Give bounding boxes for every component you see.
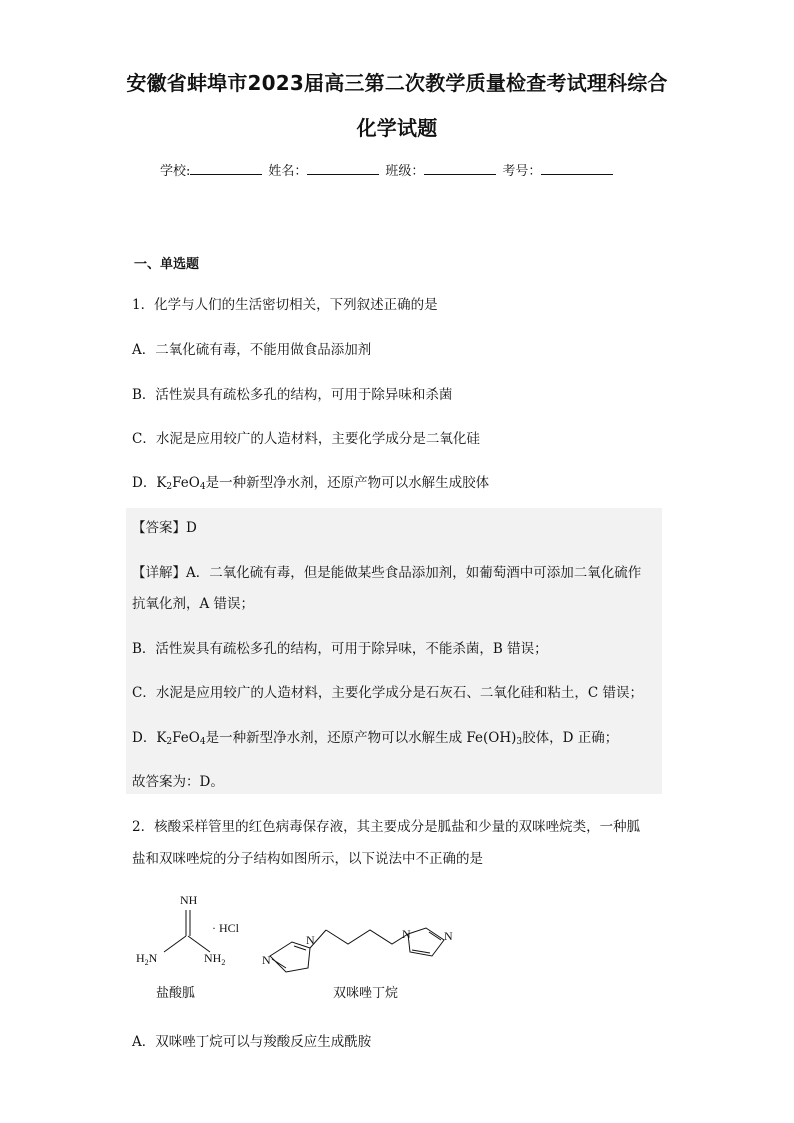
school-label: 学校: [160, 164, 191, 179]
q1-option-b: B．活性炭具有疏松多孔的结构，可用于除异味和杀菌 [132, 387, 453, 403]
q1-detail-d: D．$K_2FeO_4$是一种新型净水剂，还原产物可以水解生成 $Fe(OH)_3$胶体，D 正确； [132, 730, 619, 747]
q2-stem-line1: 2．核酸采样管里的红色病毒保存液，其主要成分是胍盐和少量的双咪唑烷类，一种胍 [132, 819, 641, 835]
school-blank[interactable] [190, 160, 262, 175]
guanidine-structure [164, 910, 210, 952]
q1-answer: 【答案】D [132, 520, 197, 536]
imidazole-n-left: N [262, 953, 271, 967]
q1-option-a: A．二氧化硫有毒，不能用做食品添加剂 [132, 342, 372, 358]
q1-option-d: D．$K_2FeO_4$是一种新型净水剂，还原产物可以水解生成胶体 [132, 475, 490, 492]
caption-bisimidazole: 双咪唑丁烷 [333, 986, 399, 1001]
class-blank[interactable] [424, 160, 496, 175]
page-subtitle: 化学试题 [356, 116, 438, 140]
class-label: 班级： [385, 164, 425, 179]
exam-number-blank[interactable] [541, 160, 613, 175]
q2-option-a: A．双咪唑丁烷可以与羧酸反应生成酰胺 [132, 1034, 372, 1050]
imidazole-n-right: N [402, 927, 411, 941]
imidazole-n-right-2: N [444, 929, 453, 943]
guanidine-nh2-label: $NH_2$ [204, 951, 226, 967]
q1-detail-a-line2: 抗氧化剂，A 错误； [132, 596, 255, 612]
imidazole-n-left-2: N [306, 933, 315, 947]
hcl-label: · HCl [212, 921, 239, 935]
q1-detail-b: B．活性炭具有疏松多孔的结构，可用于除异味，不能杀菌，B 错误； [132, 641, 548, 657]
exam-number-label: 考号： [502, 164, 542, 179]
q1-detail-a-line1: 【详解】A．二氧化硫有毒，但是能做某些食品添加剂，如葡萄酒中可添加二氧化硫作 [132, 565, 642, 581]
student-info-row [160, 160, 619, 179]
q1-stem: 1．化学与人们的生活密切相关，下列叙述正确的是 [132, 297, 438, 313]
bisimidazole-structure [270, 928, 444, 972]
name-blank[interactable] [307, 160, 379, 175]
guanidine-nh-label: NH [180, 893, 198, 907]
q2-stem-line2: 盐和双咪唑烷的分子结构如图所示，以下说法中不正确的是 [132, 851, 483, 867]
q1-option-c: C．水泥是应用较广的人造材料，主要化学成分是二氧化硅 [132, 431, 480, 447]
name-label: 姓名： [268, 164, 308, 179]
q1-conclusion: 故答案为：D。 [132, 774, 224, 790]
guanidine-h2n-label: $H_2N$ [136, 951, 158, 967]
page-title: 安徽省蚌埠市2023届高三第二次教学质量检查考试理科综合 [126, 71, 668, 95]
q1-detail-c: C．水泥是应用较广的人造材料，主要化学成分是石灰石、二氧化硅和粘土，C 错误； [132, 685, 643, 701]
caption-guanidine: 盐酸胍 [156, 986, 196, 1001]
section-title: 一、单选题 [134, 257, 200, 272]
